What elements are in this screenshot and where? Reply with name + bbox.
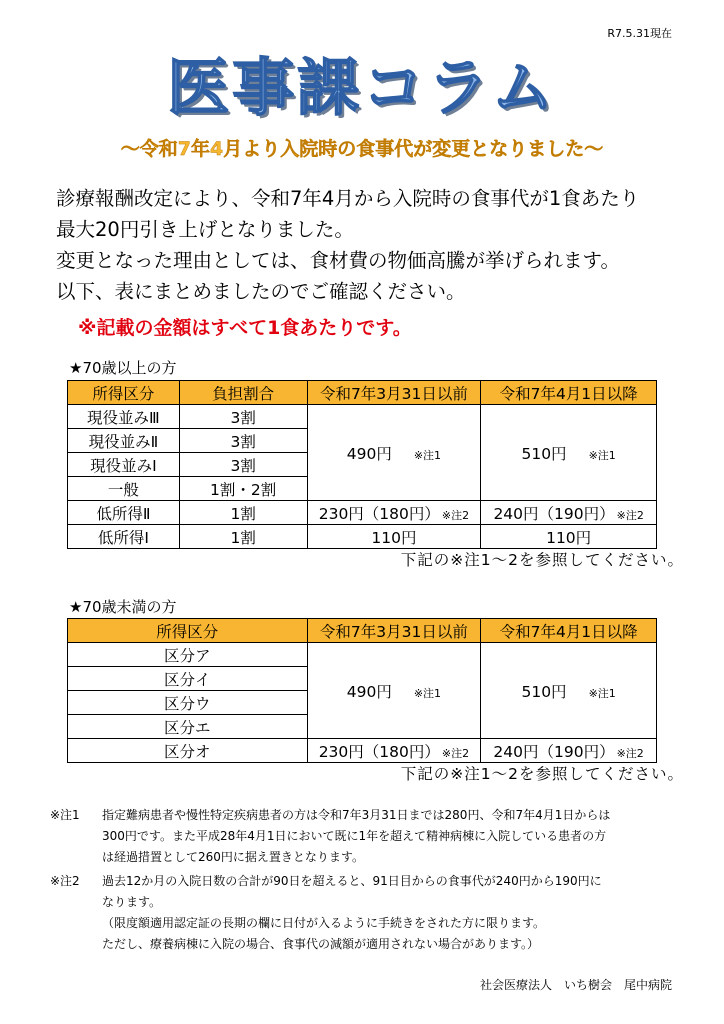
table-70-over	[67, 380, 657, 549]
note-ref: ※注1	[413, 686, 442, 700]
footnote-body	[102, 871, 602, 913]
notice-text: ※記載の金額はすべて1食あたりです。	[78, 317, 412, 339]
reference-note: 下記の※注1〜2を参照してください。	[400, 551, 684, 569]
before-cell: 110円	[307, 525, 481, 549]
note-ref: ※注2	[441, 508, 470, 522]
intro-line: 最大20円引き上げとなりました。	[56, 218, 354, 241]
footnotes	[50, 805, 690, 955]
header-before: 令和7年3月31日以前	[307, 619, 481, 643]
header-income: 所得区分	[68, 381, 180, 405]
intro-line: 以下、表にまとめましたのでご確認ください。	[56, 280, 466, 303]
table-row	[68, 501, 657, 525]
section-label-70-under: ★70歳未満の方	[69, 598, 177, 616]
header-before: 令和7年3月31日以前	[307, 381, 481, 405]
price: 510円	[521, 444, 567, 463]
table-header-row	[68, 619, 657, 643]
income-cell: 区分オ	[68, 739, 308, 763]
merged-before-cell	[307, 405, 481, 501]
price: 230円（180円）	[318, 504, 440, 523]
note-ref: ※注1	[588, 448, 616, 462]
note-ref: ※注1	[588, 686, 616, 700]
income-cell: 区分ア	[68, 643, 308, 667]
ratio-cell: 1割	[179, 525, 307, 549]
footnote-key: ※注1	[50, 808, 80, 822]
footnote-line: ただし、療養病棟に入院の場合、食事代の減額が適用されない場合があります。）	[102, 937, 540, 951]
after-cell	[481, 501, 657, 525]
ratio-cell: 1割・2割	[179, 477, 307, 501]
footnote-line: （限度額適用認定証の長期の欄に日付が入るように手続きをされた方に限ります。	[102, 916, 546, 930]
income-cell: 区分エ	[68, 715, 308, 739]
income-cell: 現役並みⅡ	[68, 429, 180, 453]
section-label-70-over: ★70歳以上の方	[69, 359, 177, 377]
footnote-line: なります。	[102, 895, 162, 909]
subtitle: 〜令和7年4月より入院時の食事代が変更となりました〜	[120, 138, 604, 160]
header-after: 令和7年4月1日以降	[481, 381, 657, 405]
income-cell: 区分ウ	[68, 691, 308, 715]
table-header-row	[68, 381, 657, 405]
income-cell: 低所得Ⅱ	[68, 501, 180, 525]
income-cell: 低所得Ⅰ	[68, 525, 180, 549]
table-row	[68, 739, 657, 763]
price: 230円（180円）	[318, 742, 440, 761]
before-cell	[307, 501, 481, 525]
footnote-line: 指定難病患者や慢性特定疾病患者の方は令和7年3月31日までは280円、令和7年4月1日からは	[102, 808, 611, 822]
price: 240円（190円）	[493, 742, 615, 761]
income-cell: 一般	[68, 477, 180, 501]
note-ref: ※注2	[441, 746, 470, 760]
merged-after-cell	[481, 405, 657, 501]
price: 510円	[521, 682, 567, 701]
footnote-line: は経過措置として260円に据え置きとなります。	[102, 850, 364, 864]
income-cell: 現役並みⅠ	[68, 453, 180, 477]
intro-line: 変更となった理由としては、食材費の物価高騰が挙げられます。	[56, 249, 620, 272]
footnote-line: 過去12か月の入院日数の合計が90日を超えると、91日目からの食事代が240円から190円に	[102, 874, 602, 888]
after-cell	[481, 739, 657, 763]
price: 240円（190円）	[493, 504, 615, 523]
merged-after-cell	[481, 643, 657, 739]
footnote-body	[102, 805, 610, 868]
ratio-cell: 3割	[179, 405, 307, 429]
table-70-under	[67, 618, 657, 763]
merged-before-cell	[307, 643, 481, 739]
note-ref: ※注2	[616, 508, 644, 522]
price: 490円	[346, 444, 392, 463]
ratio-cell: 1割	[179, 501, 307, 525]
table-row	[68, 525, 657, 549]
reference-note: 下記の※注1〜2を参照してください。	[400, 765, 684, 783]
header-ratio: 負担割合	[179, 381, 307, 405]
footnote-extra	[50, 913, 690, 955]
footnote-2	[50, 871, 690, 913]
date-stamp: R7.5.31現在	[607, 27, 672, 40]
income-cell: 区分イ	[68, 667, 308, 691]
intro-line: 診療報酬改定により、令和7年4月から入院時の食事代が1食あたり	[56, 187, 640, 210]
before-cell	[307, 739, 481, 763]
note-ref: ※注1	[413, 448, 442, 462]
ratio-cell: 3割	[179, 453, 307, 477]
table-row	[68, 643, 657, 667]
table-row	[68, 405, 657, 429]
hospital-name: 社会医療法人 いち樹会 尾中病院	[479, 978, 672, 992]
ratio-cell: 3割	[179, 429, 307, 453]
header-income: 所得区分	[68, 619, 308, 643]
footnote-key: ※注2	[50, 874, 80, 888]
after-cell: 110円	[481, 525, 657, 549]
intro-text	[56, 183, 696, 307]
note-ref: ※注2	[616, 746, 644, 760]
page-title: 医事課コラム	[167, 51, 557, 124]
footnote-1	[50, 805, 690, 868]
income-cell: 現役並みⅢ	[68, 405, 180, 429]
footnote-line: 300円です。また平成28年4月1日において既に1年を超えて精神病棟に入院している患者の方	[102, 829, 607, 843]
price: 490円	[346, 682, 392, 701]
header-after: 令和7年4月1日以降	[481, 619, 657, 643]
